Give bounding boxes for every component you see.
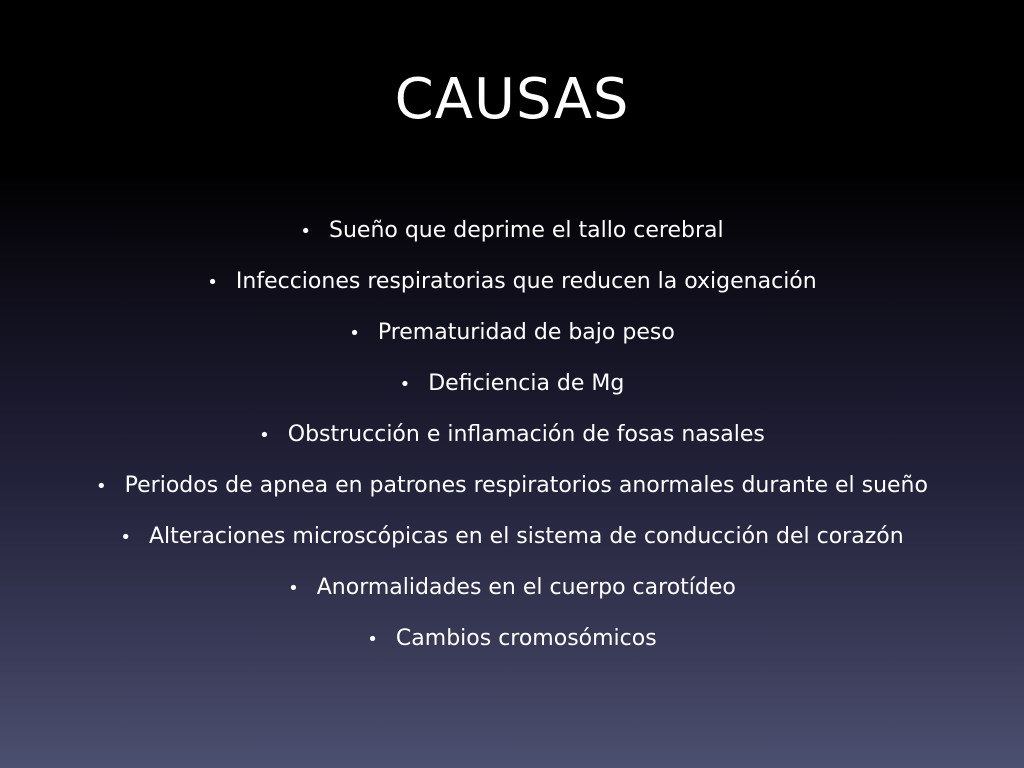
list-item <box>24 307 1000 358</box>
list-item <box>24 205 1000 256</box>
list-item <box>24 460 1000 511</box>
list-item <box>24 511 1000 562</box>
list-item <box>24 358 1000 409</box>
list-item <box>24 562 1000 613</box>
list-item-text: Sueño que deprime el tallo cerebral <box>329 218 724 243</box>
list-item-text: Alteraciones microscópicas en el sistema de conducción del corazón <box>148 524 904 549</box>
list-item-text: Anormalidades en el cuerpo carotídeo <box>316 575 736 600</box>
list-item-text: Cambios cromosómicos <box>395 626 657 651</box>
bullet-list <box>24 205 1000 664</box>
list-item-text: Obstrucción e inflamación de fosas nasales <box>287 422 765 447</box>
list-item-text: Infecciones respiratorias que reducen la oxigenación <box>235 269 817 294</box>
bullet-icon: • <box>288 578 299 599</box>
bullet-icon: • <box>120 527 131 548</box>
bullet-icon: • <box>367 629 378 650</box>
bullet-icon: • <box>96 476 107 497</box>
list-item <box>24 409 1000 460</box>
list-item <box>24 256 1000 307</box>
bullet-icon: • <box>349 323 360 344</box>
slide-title: CAUSAS <box>394 67 630 132</box>
bullet-icon: • <box>399 374 411 395</box>
bullet-icon: • <box>300 221 311 242</box>
list-item-text: Periodos de apnea en patrones respiratorios anormales durante el sueño <box>124 473 928 498</box>
bullet-icon: • <box>207 272 218 293</box>
list-item <box>24 613 1000 664</box>
list-item-text: Deficiencia de Mg <box>428 371 625 396</box>
bullet-icon: • <box>259 425 270 446</box>
list-item-text: Prematuridad de bajo peso <box>377 320 675 345</box>
